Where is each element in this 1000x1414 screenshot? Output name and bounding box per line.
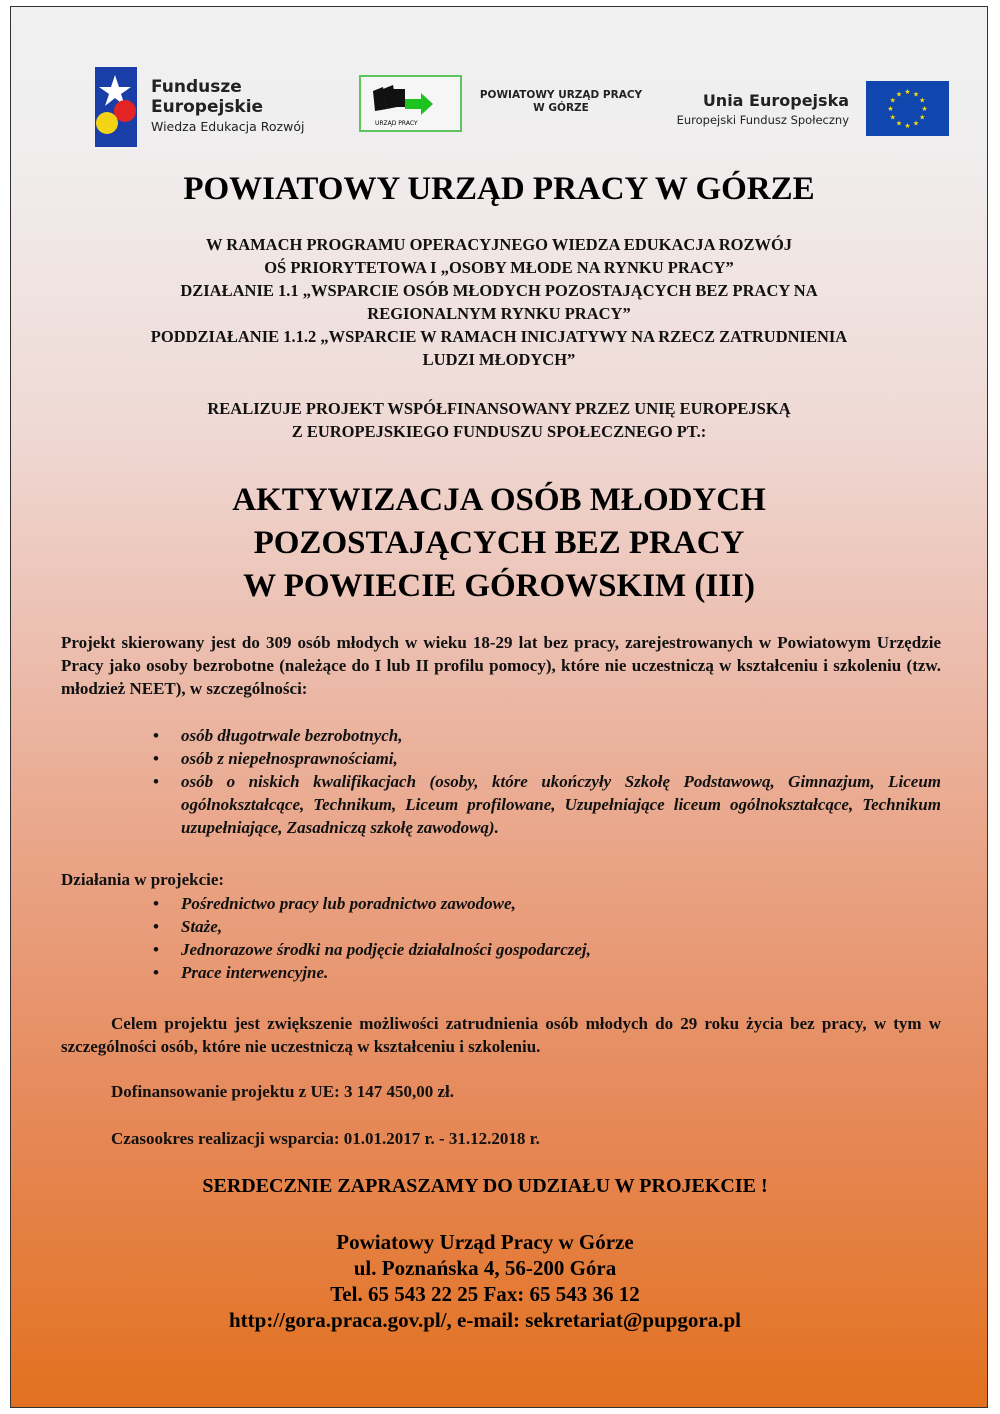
eu-star-icon: ★ <box>919 113 926 122</box>
fe-subtitle: Wiedza Edukacja Rozwój <box>151 119 305 134</box>
actions-heading: Działania w projekcie: <box>61 870 225 889</box>
eu-star-icon: ★ <box>889 113 896 122</box>
program-block <box>11 233 987 371</box>
page-title: POWIATOWY URZĄD PRACY W GÓRZE <box>183 171 815 207</box>
program-line: DZIAŁANIE 1.1 „WSPARCIE OSÓB MŁODYCH POZOSTAJĄCYCH BEZ PRACY NA <box>180 281 818 300</box>
pup-logo-text <box>471 89 651 115</box>
goal-paragraph: Celem projektu jest zwiększenie możliwości zatrudnienia osób młodych do 29 roku życia bez pracy, w tym w szczególności osób, które nie uczestniczą w kształceniu i szkoleniu. <box>61 1014 941 1056</box>
list-item: • osób z niepełnosprawnościami, <box>181 747 941 770</box>
period-text: Czasookres realizacji wsparcia: 01.01.2017 r. - 31.12.2018 r. <box>111 1129 540 1148</box>
eu-star-icon: ★ <box>904 122 911 130</box>
fe-stars-icon <box>95 67 137 147</box>
program-line: LUDZI MŁODYCH” <box>422 350 576 369</box>
pup-line: W GÓRZE <box>533 102 589 114</box>
ue-title: Unia Europejska <box>702 91 849 110</box>
project-title-line: AKTYWIZACJA OSÓB MŁODYCH <box>232 482 766 518</box>
fe-title <box>151 77 263 117</box>
contact-line: Tel. 65 543 22 25 Fax: 65 543 36 12 <box>330 1282 640 1306</box>
funding-text: Dofinansowanie projektu z UE: 3 147 450,00 zł. <box>111 1082 454 1101</box>
eu-flag <box>866 81 949 136</box>
program-line: OŚ PRIORYTETOWA I „OSOBY MŁODE NA RYNKU PRACY” <box>264 258 734 277</box>
fe-title-line: Fundusze <box>151 77 242 97</box>
eu-star-icon: ★ <box>895 90 903 99</box>
urzad-pracy-logo <box>359 75 462 132</box>
project-title <box>11 479 987 608</box>
realizuje-block <box>11 397 987 443</box>
contact-line: Powiatowy Urząd Pracy w Górze <box>336 1230 634 1254</box>
cards-arrow-icon <box>361 77 460 117</box>
actions-list <box>181 892 941 984</box>
eu-stars-icon <box>866 81 949 136</box>
invitation: SERDECZNIE ZAPRASZAMY DO UDZIAŁU W PROJEKCIE ! <box>202 1175 768 1197</box>
realizuje-line: Z EUROPEJSKIEGO FUNDUSZU SPOŁECZNEGO PT.: <box>291 422 707 441</box>
ue-logo-text <box>661 91 849 127</box>
program-line: W RAMACH PROGRAMU OPERACYJNEGO WIEDZA EDUKACJA ROZWÓJ <box>205 235 793 254</box>
project-title-line: POZOSTAJĄCYCH BEZ PRACY <box>253 525 745 561</box>
list-item: • Jednorazowe środki na podjęcie działalności gospodarczej, <box>181 938 941 961</box>
list-item: • osób długotrwale bezrobotnych, <box>181 724 941 747</box>
eu-star-icon: ★ <box>921 105 928 113</box>
fe-title-line: Europejskie <box>151 97 264 117</box>
realizuje-line: REALIZUJE PROJEKT WSPÓŁFINANSOWANY PRZEZ UNIĘ EUROPEJSKĄ <box>207 399 791 418</box>
list-item: • Prace interwencyjne. <box>181 961 941 984</box>
intro-paragraph: Projekt skierowany jest do 309 osób młodych w wieku 18-29 lat bez pracy, zarejestrowanych w Powiatowym Urzędzie Pracy jako osoby bezrobotne (należące do I lub II profilu pomocy), które nie uczestniczą w kształceniu i szkoleniu (tzw. młodzież NEET), w szczególności: <box>61 633 941 698</box>
pup-line: POWIATOWY URZĄD PRACY <box>479 89 643 101</box>
list-item: • osób o niskich kwalifikacjach (osoby, które ukończyły Szkołę Podstawową, Gimnazjum, Liceum ogólnokształcące, Technikum, Liceum profilowane, Uzupełniające liceum ogólnokształcące, Technikum uzupełniające, Zasadniczą szkołę zawodową). <box>181 770 941 839</box>
contact-block <box>0 1229 973 1333</box>
target-groups-list <box>181 724 941 839</box>
list-item: • Pośrednictwo pracy lub poradnictwo zawodowe, <box>181 892 941 915</box>
list-item: • Staże, <box>181 915 941 938</box>
program-line: PODDZIAŁANIE 1.1.2 „WSPARCIE W RAMACH INICJATYWY NA RZECZ ZATRUDNIENIA <box>150 327 848 346</box>
eu-star-icon: ★ <box>904 88 911 96</box>
ue-subtitle: Europejski Fundusz Społeczny <box>676 113 849 127</box>
eu-star-icon: ★ <box>912 90 920 99</box>
eu-star-icon: ★ <box>887 105 894 113</box>
contact-line: ul. Poznańska 4, 56-200 Góra <box>353 1256 617 1280</box>
contact-line: http://gora.praca.gov.pl/, e-mail: sekretariat@pupgora.pl <box>228 1308 742 1332</box>
fundusze-europejskie-logo <box>95 67 137 147</box>
eu-star-icon: ★ <box>912 119 920 128</box>
poster <box>10 6 988 1408</box>
up-label: URZĄD PRACY <box>375 120 418 127</box>
program-line: REGIONALNYM RYNKU PRACY” <box>367 304 631 323</box>
eu-star-icon: ★ <box>919 96 926 105</box>
eu-star-icon: ★ <box>895 119 903 128</box>
eu-star-icon: ★ <box>889 96 896 105</box>
project-title-line: W POWIECIE GÓROWSKIM (III) <box>243 568 755 604</box>
